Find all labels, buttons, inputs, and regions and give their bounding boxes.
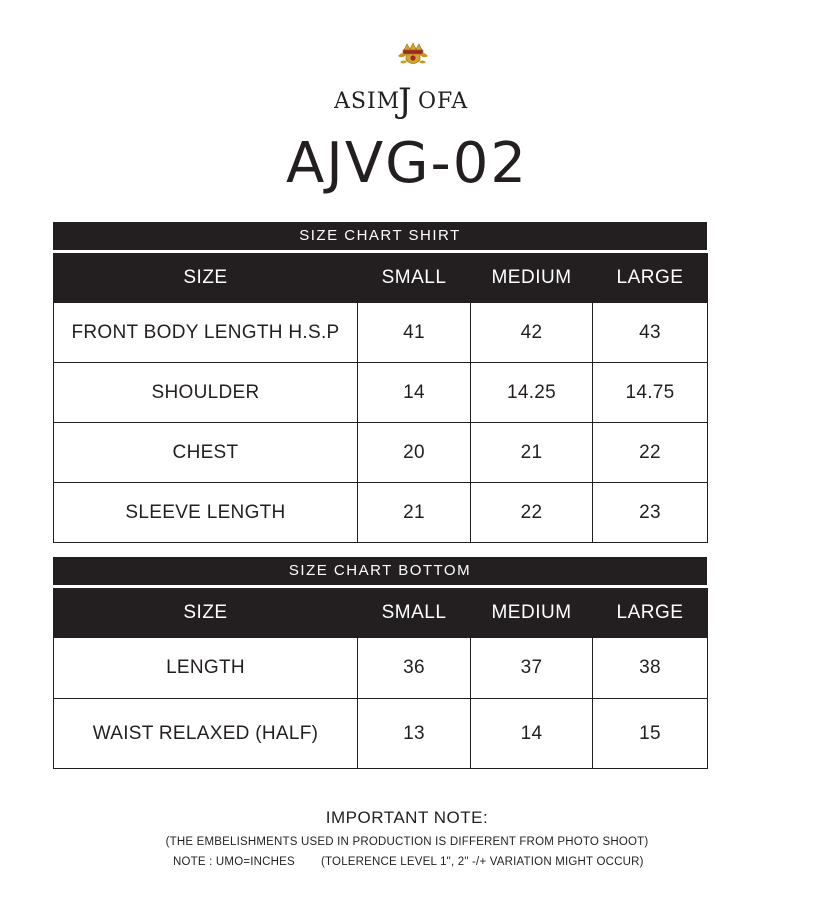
table-row [54,638,708,699]
table-cell: 13 [358,699,471,769]
table-row [54,303,708,363]
table-cell: 14.75 [593,363,708,423]
table-header-row [54,589,708,638]
crest-icon [396,42,430,68]
bottom-chart-title: SIZE CHART BOTTOM [53,557,707,585]
column-header: SIZE [54,254,358,303]
measurement-label: LENGTH [54,638,358,699]
column-header: LARGE [593,254,708,303]
table-cell: 14 [471,699,593,769]
table-cell: 37 [471,638,593,699]
table-row [54,423,708,483]
svg-text:J: J [398,81,412,121]
brand-wordmark [334,76,480,122]
model-title: AJVG-02 [286,131,528,196]
column-header: MEDIUM [471,589,593,638]
important-note-title: IMPORTANT NOTE: [325,808,489,827]
table-row [54,363,708,423]
bottom-size-table [53,588,708,769]
measurement-label: FRONT BODY LENGTH H.S.P [54,303,358,363]
table-cell: 21 [358,483,471,543]
table-cell: 23 [593,483,708,543]
table-cell: 20 [358,423,471,483]
shirt-size-table [53,253,708,543]
column-header: LARGE [593,589,708,638]
table-cell: 38 [593,638,708,699]
table-row [54,699,708,769]
column-header: MEDIUM [471,254,593,303]
table-cell: 14 [358,363,471,423]
table-cell: 15 [593,699,708,769]
embellishment-note: (THE EMBELISHMENTS USED IN PRODUCTION IS DIFFERENT FROM PHOTO SHOOT) [165,836,649,848]
column-header: SMALL [358,254,471,303]
measurement-label: SHOULDER [54,363,358,423]
table-cell: 36 [358,638,471,699]
measurement-label: WAIST RELAXED (HALF) [54,699,358,769]
table-row [54,483,708,543]
table-cell: 42 [471,303,593,363]
svg-text:ASIM: ASIM [334,89,401,114]
column-header: SIZE [54,589,358,638]
table-cell: 41 [358,303,471,363]
table-cell: 22 [471,483,593,543]
table-cell: 43 [593,303,708,363]
table-cell: 22 [593,423,708,483]
unit-note: NOTE : UMO=INCHES [173,856,295,868]
table-header-row [54,254,708,303]
brand-logo [0,76,814,122]
svg-text:OFA: OFA [418,89,469,114]
shirt-chart-title: SIZE CHART SHIRT [53,222,707,250]
measurement-label: CHEST [54,423,358,483]
table-cell: 14.25 [471,363,593,423]
measurement-label: SLEEVE LENGTH [54,483,358,543]
table-cell: 21 [471,423,593,483]
column-header: SMALL [358,589,471,638]
tolerance-note: (TOLERENCE LEVEL 1", 2" -/+ VARIATION MIGHT OCCUR) [321,856,644,868]
